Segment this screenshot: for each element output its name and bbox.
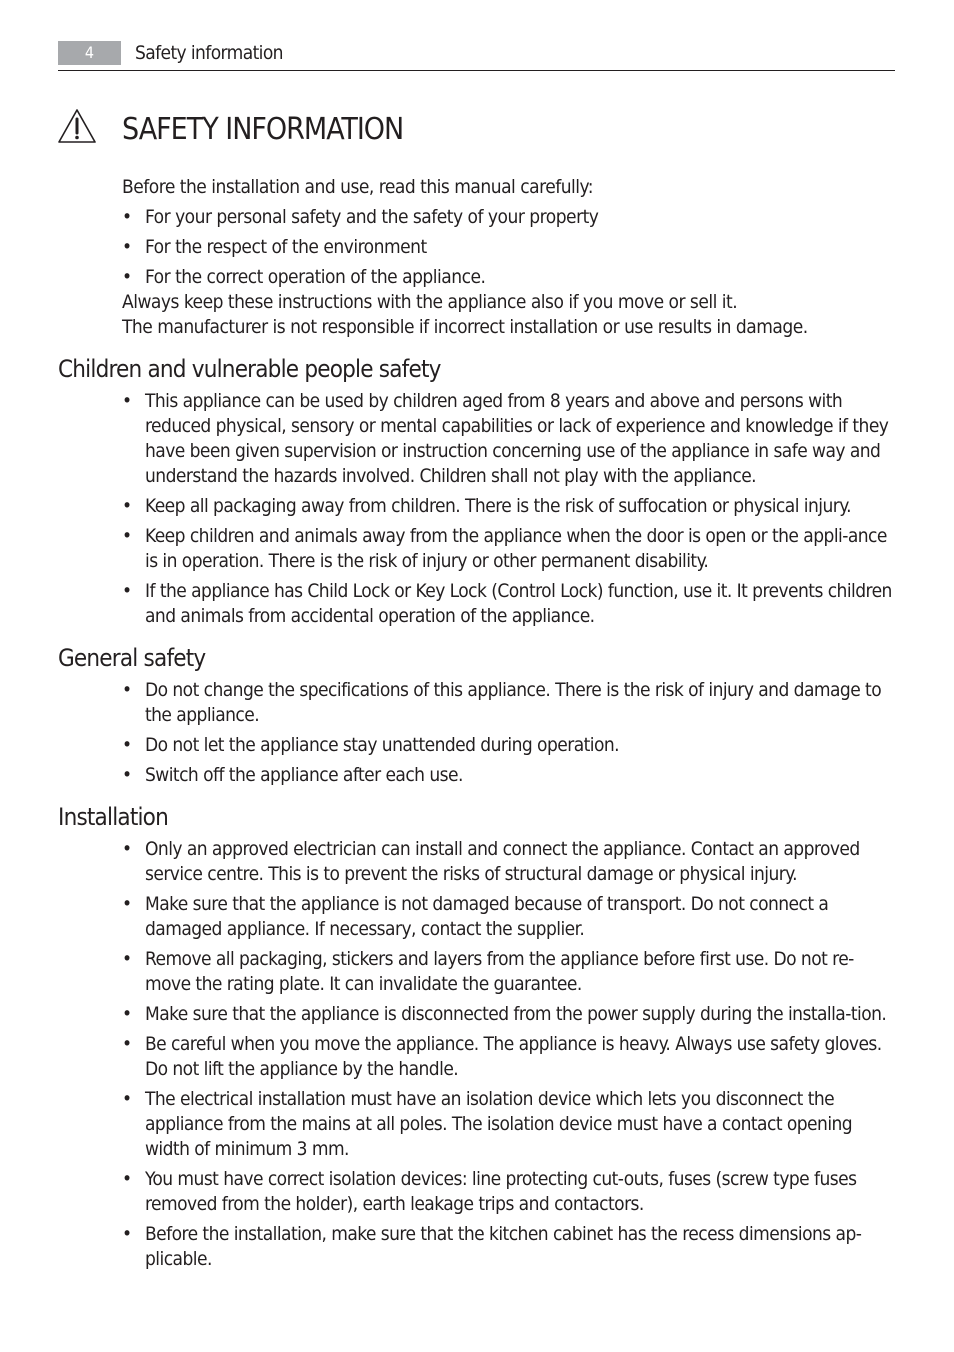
bullet: • [122,1088,132,1110]
list-item-text: Only an approved electrician can install and connect the appliance. Contact an approved service centre. This is to prevent the risks of structural damage or physical injury. [145,838,860,885]
list-item-text: Do not let the appliance stay unattended during operation. [145,734,620,756]
warning-triangle-icon [57,108,97,144]
section-heading-children-safety: Children and vulnerable people safety [58,355,441,383]
list-item-text: This appliance can be used by children aged from 8 years and above and persons with reduced physical, sensory or mental capabilities or lack of experience and knowledge if they have been given supervision or instruction concerning use of the appliance in safe way and understand the hazards involved. Children shall not play with the appliance. [145,390,889,487]
list-item-text: The electrical installation must have an isolation device which lets you disconnect the appliance from the mains at all poles. The isolation device must have a contact opening width of minimum 3 mm. [145,1088,853,1160]
bullet: • [122,266,132,288]
list-item [122,1167,893,1217]
intro-note: Always keep these instructions with the appliance also if you move or sell it. [122,291,738,313]
section-heading-installation: Installation [58,803,168,831]
page-number: 4 [58,41,121,65]
intro-item-text: For your personal safety and the safety of your property [145,206,599,228]
children-safety-list [0,389,954,629]
list-item [122,733,893,758]
list-item [122,1222,893,1272]
list-item-text: Be careful when you move the appliance. The appliance is heavy. Always use safety gloves. Do not lift the appliance by the handle. [145,1033,882,1080]
bullet: • [122,236,132,258]
list-item-text: Make sure that the appliance is not damaged because of transport. Do not connect a damaged appliance. If necessary, contact the supplier. [145,893,829,940]
bullet: • [122,1223,132,1245]
bullet: • [122,525,132,547]
bullet: • [122,948,132,970]
list-item-text: You must have correct isolation devices: line protecting cut-outs, fuses (screw type fuses removed from the holder), earth leakage trips and contactors. [145,1168,857,1215]
list-item-text: Keep all packaging away from children. There is the risk of suffocation or physical injury. [145,495,851,517]
list-item [122,524,893,574]
main-content [0,175,954,1277]
list-item [122,947,893,997]
section-heading-general-safety: General safety [58,644,206,672]
list-item [122,678,893,728]
list-item [122,1032,893,1082]
list-item-text: Make sure that the appliance is disconnected from the power supply during the installa-tion. [145,1003,887,1025]
bullet: • [122,838,132,860]
installation-list [0,837,954,1272]
bullet: • [122,495,132,517]
intro-item-text: For the respect of the environment [145,236,427,258]
bullet: • [122,679,132,701]
list-item [122,1087,893,1162]
page-header [58,40,895,71]
bullet: • [122,580,132,602]
list-item-text: Keep children and animals away from the appliance when the door is open or the appli-ance is in operation. There is the risk of injury or other permanent disability. [145,525,887,572]
bullet: • [122,206,132,228]
bullet: • [122,1033,132,1055]
page-title: SAFETY INFORMATION [122,112,404,147]
general-safety-list [0,678,954,788]
intro-list [0,205,954,290]
intro-list-item [122,205,954,230]
list-item [122,389,893,489]
intro-lead: Before the installation and use, read this manual carefully: [122,176,594,198]
list-item [122,837,893,887]
intro-note: The manufacturer is not responsible if incorrect installation or use results in damage. [122,316,808,338]
list-item [122,1002,893,1027]
bullet: • [122,764,132,786]
bullet: • [122,1003,132,1025]
list-item [122,579,893,629]
bullet: • [122,734,132,756]
list-item-text: Before the installation, make sure that the kitchen cabinet has the recess dimensions ap-plicable. [145,1223,862,1270]
list-item [122,763,893,788]
intro-list-item [122,265,954,290]
bullet: • [122,893,132,915]
list-item [122,494,893,519]
intro-item-text: For the correct operation of the appliance. [145,266,486,288]
intro-list-item [122,235,954,260]
list-item-text: Switch off the appliance after each use. [145,764,463,786]
running-title: Safety information [135,42,283,64]
list-item [122,892,893,942]
list-item-text: Do not change the specifications of this appliance. There is the risk of injury and damage to the appliance. [145,679,882,726]
list-item-text: If the appliance has Child Lock or Key Lock (Control Lock) function, use it. It prevents children and animals from accidental operation of the appliance. [145,580,892,627]
bullet: • [122,390,132,412]
list-item-text: Remove all packaging, stickers and layers from the appliance before first use. Do not re-move the rating plate. It can invalidate the guarantee. [145,948,854,995]
bullet: • [122,1168,132,1190]
